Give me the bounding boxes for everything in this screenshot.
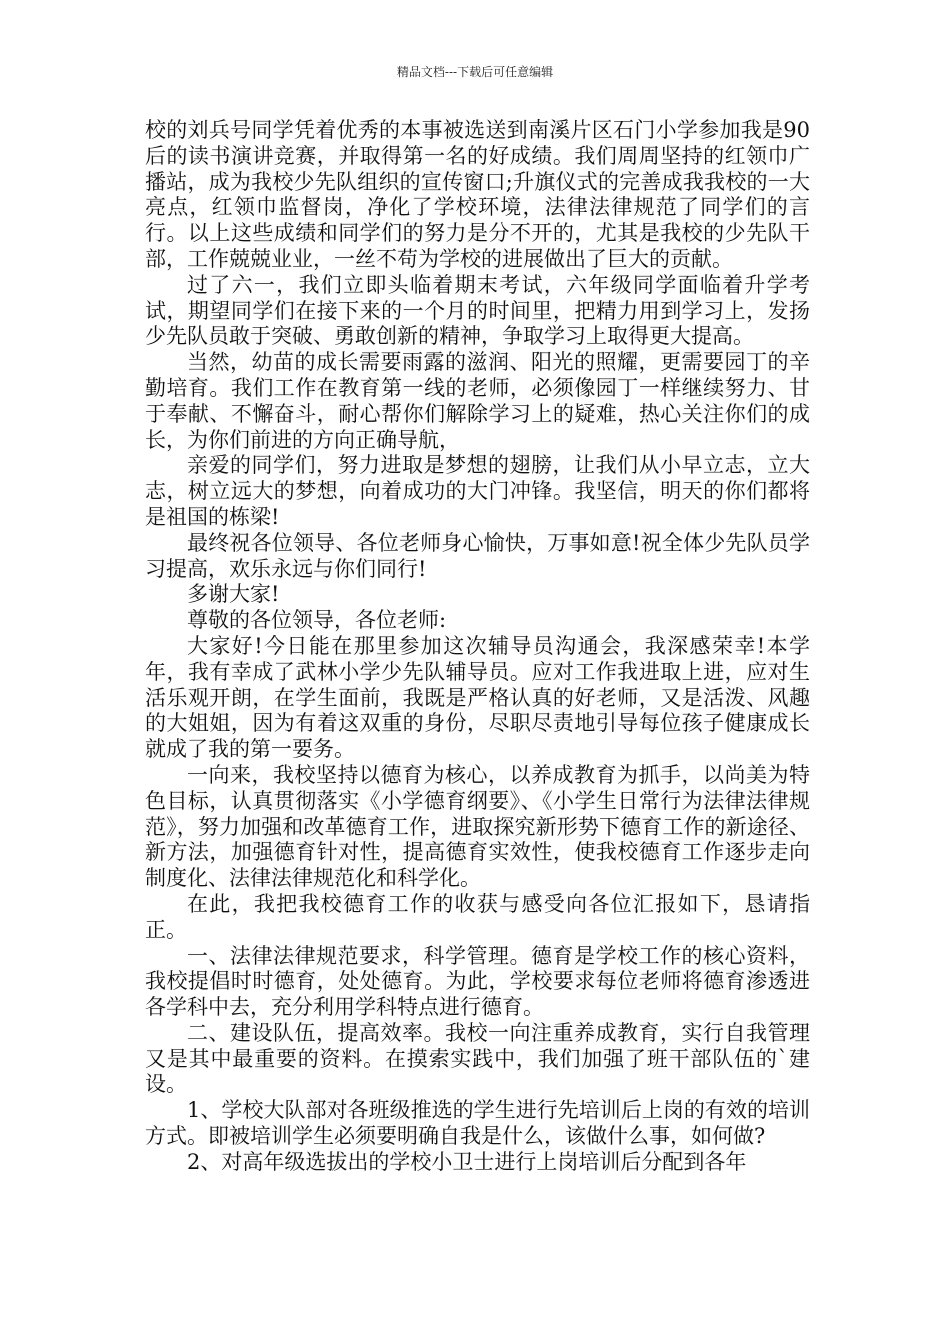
paragraph-9: 一向来，我校坚持以德育为核心，以养成教育为抓手，以尚美为特色目标，认真贯彻落实《小学德育纲要》、《小学生日常行为法律法律规范》，努力加强和改革德育工作，进取探究新形势下德育工作的新途径、新方法，加强德育针对性，提高德育实效性，使我校德育工作逐步走向制度化、法律法律规范化和科学化。 bbox=[145, 762, 810, 891]
paragraph-8: 大家好!今日能在那里参加这次辅导员沟通会，我深感荣幸!本学年，我有幸成了武林小学少先队辅导员。应对工作我进取上进，应对生活乐观开朗，在学生面前，我既是严格认真的好老师，又是活泼、风趣的大姐姐，因为有着这双重的身份，尽职尽责地引导每位孩子健康成长就成了我的第一要务。 bbox=[145, 633, 810, 762]
paragraph-2: 过了六一，我们立即头临着期末考试，六年级同学面临着升学考试，期望同学们在接下来的一个月的时间里，把精力用到学习上，发扬少先队员敢于突破、勇敢创新的精神，争取学习上取得更大提高。 bbox=[145, 272, 810, 349]
paragraph-5: 最终祝各位领导、各位老师身心愉快，万事如意!祝全体少先队员学习提高，欢乐永远与你们同行! bbox=[145, 530, 810, 581]
paragraph-11: 一、法律法律规范要求，科学管理。德育是学校工作的核心资料，我校提倡时时德育，处处德育。为此，学校要求每位老师将德育渗透进各学科中去，充分利用学科特点进行德育。 bbox=[145, 943, 810, 1020]
paragraph-10: 在此，我把我校德育工作的收获与感受向各位汇报如下，恳请指正。 bbox=[145, 891, 810, 942]
paragraph-12: 二、建设队伍，提高效率。我校一向注重养成教育，实行自我管理又是其中最重要的资料。在摸索实践中，我们加强了班干部队伍的`建设。 bbox=[145, 1020, 810, 1097]
paragraph-14: 2、对高年级选拔出的学校小卫士进行上岗培训后分配到各年 bbox=[187, 1149, 747, 1174]
page-header: 精品文档---下载后可任意编辑 bbox=[396, 65, 554, 79]
paragraph-3: 当然，幼苗的成长需要雨露的滋润、阳光的照耀，更需要园丁的辛勤培育。我们工作在教育第一线的老师，必须像园丁一样继续努力、甘于奉献、不懈奋斗，耐心帮你们解除学习上的疑难，热心关注你们的成长，为你们前进的方向正确导航， bbox=[145, 350, 810, 452]
paragraph-6: 多谢大家! bbox=[187, 582, 280, 607]
paragraph-13: 1、学校大队部对各班级推选的学生进行先培训后上岗的有效的培训方式。即被培训学生必须要明确自我是什么，该做什么事，如何做? bbox=[145, 1098, 810, 1149]
document-body bbox=[145, 118, 810, 1176]
paragraph-7: 尊敬的各位领导，各位老师: bbox=[187, 608, 447, 633]
paragraph-1: 校的刘兵号同学凭着优秀的本事被选送到南溪片区石门小学参加我是90后的读书演讲竞赛，并取得第一名的好成绩。我们周周坚持的红领巾广播站，成为我校少先队组织的宣传窗口;升旗仪式的完善成我我校的一大亮点，红领巾监督岗，净化了学校环境，法律法律规范了同学们的言行。以上这些成绩和同学们的努力是分不开的，尤其是我校的少先队干部，工作兢兢业业，一丝不苟为学校的进展做出了巨大的贡献。 bbox=[145, 118, 810, 271]
paragraph-4: 亲爱的同学们，努力进取是梦想的翅膀，让我们从小早立志，立大志，树立远大的梦想，向着成功的大门冲锋。我坚信，明天的你们都将是祖国的栋梁! bbox=[145, 453, 810, 529]
